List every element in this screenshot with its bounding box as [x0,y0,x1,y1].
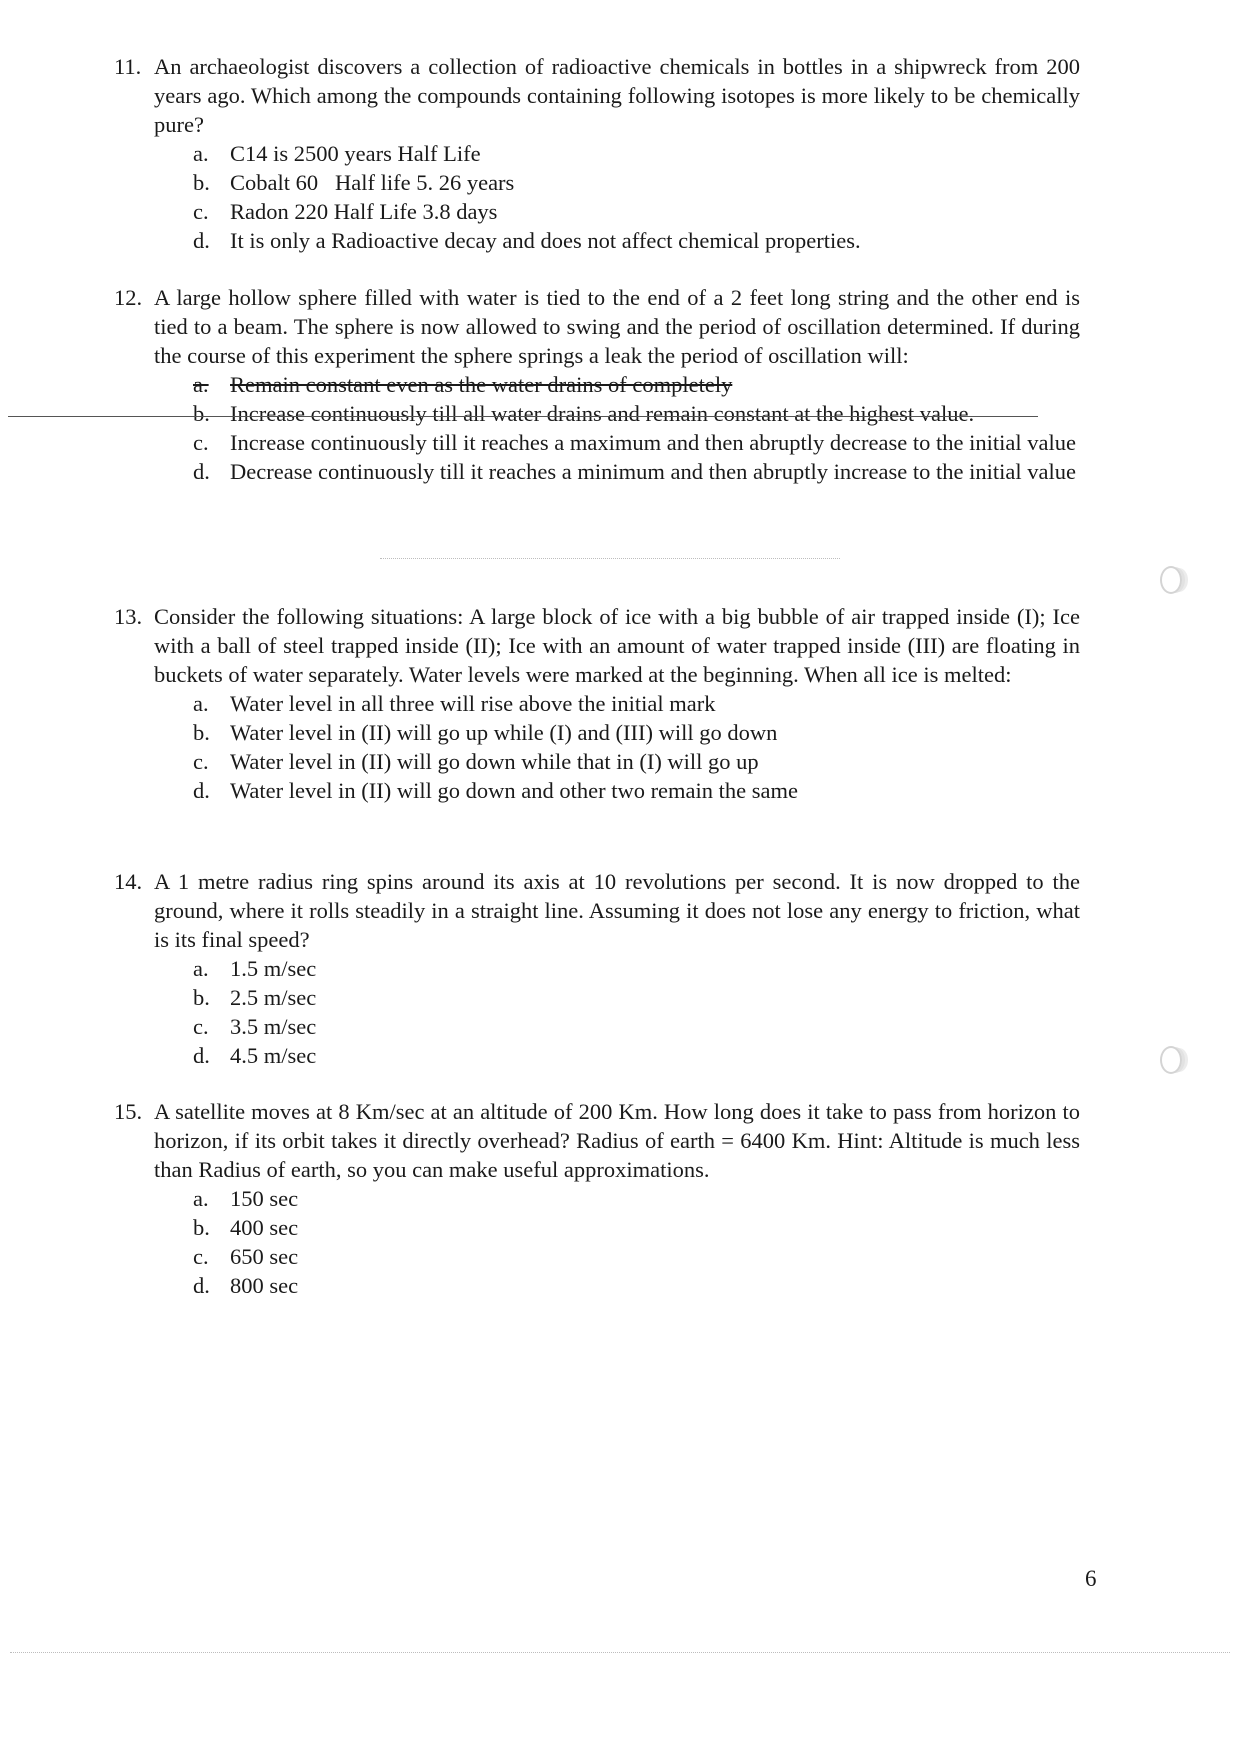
option-letter: d. [193,1043,210,1068]
option-letter: a. [193,372,209,397]
option-text: 1.5 m/sec [230,956,317,981]
page-number: 6 [1085,1566,1097,1591]
question-11 [110,52,1080,255]
option-letter: d. [193,778,210,803]
option-letter: c. [193,199,209,224]
option-b [110,1213,1080,1242]
option-d [110,776,1080,805]
option-list [110,370,1080,486]
option-b [110,983,1080,1012]
question-number: 11. [114,54,142,79]
option-letter: c. [193,1244,209,1269]
option-d [110,1271,1080,1300]
option-text: 2.5 m/sec [230,985,317,1010]
option-d [110,1041,1080,1070]
option-text: Remain constant even as the water drains of completely [230,372,733,397]
option-letter: a. [193,691,209,716]
option-list [110,689,1080,805]
option-text: 650 sec [230,1244,299,1269]
question-stem [110,283,1080,370]
option-text: Water level in (II) will go down while that in (I) will go up [230,749,759,774]
option-d [110,457,1080,486]
pen-strike-line [8,416,1038,417]
option-a [110,689,1080,718]
option-c [110,197,1080,226]
question-text: A satellite moves at 8 Km/sec at an altitude of 200 Km. How long does it take to pass from horizon to horizon, if its orbit takes it directly overhead? Radius of earth = 6400 Km. Hint: Altitude is much less than Radius of earth, so you can make useful approximations. [154,1099,1080,1182]
option-text: Water level in all three will rise above the initial mark [230,691,716,716]
question-15 [110,1097,1080,1300]
option-text: 150 sec [230,1186,299,1211]
option-text: Water level in (II) will go down and other two remain the same [230,778,799,803]
option-c [110,1242,1080,1271]
question-stem [110,602,1080,689]
scan-dotted-line [380,558,840,559]
option-letter: a. [193,1186,209,1211]
option-letter: c. [193,749,209,774]
punch-hole-mark [1160,566,1182,594]
question-text: An archaeologist discovers a collection of radioactive chemicals in bottles in a shipwreck from 200 years ago. Which among the compounds containing following isotopes is more likely to be chemically pure? [154,54,1080,137]
option-letter: a. [193,141,209,166]
question-number: 14. [114,869,143,894]
option-letter: a. [193,956,209,981]
option-b [110,718,1080,747]
option-text: 3.5 m/sec [230,1014,317,1039]
option-letter: b. [193,720,210,745]
option-list [110,954,1080,1070]
option-text: Radon 220 Half Life 3.8 days [230,199,498,224]
option-letter: b. [193,170,210,195]
option-text: 400 sec [230,1215,299,1240]
option-letter: b. [193,985,210,1010]
punch-hole-mark [1160,1046,1182,1074]
question-stem [110,1097,1080,1184]
option-list [110,1184,1080,1300]
option-c [110,428,1080,457]
question-stem [110,867,1080,954]
option-text: Water level in (II) will go up while (I) and (III) will go down [230,720,778,745]
option-d [110,226,1080,255]
option-a [110,139,1080,168]
option-letter: d. [193,228,210,253]
option-letter: d. [193,1273,210,1298]
scan-dotted-line [10,1652,1230,1653]
option-text: 800 sec [230,1273,299,1298]
option-text: 4.5 m/sec [230,1043,317,1068]
question-text: Consider the following situations: A large block of ice with a big bubble of air trapped inside (I); Ice with a ball of steel trapped inside (II); Ice with an amount of water trapped inside (III) are floating in buckets of water separately. Water levels were marked at the beginning. When all ice is melted: [154,604,1080,687]
option-text: Increase continuously till all water drains and remain constant at the highest value. [230,401,975,426]
option-letter: c. [193,1014,209,1039]
question-13 [110,602,1080,805]
option-a-struck [110,370,1080,399]
option-text: It is only a Radioactive decay and does not affect chemical properties. [230,228,861,253]
option-letter: c. [193,430,209,455]
option-text: Increase continuously till it reaches a maximum and then abruptly decrease to the initial value [230,430,1076,455]
question-14 [110,867,1080,1070]
option-letter: d. [193,459,210,484]
question-number: 15. [114,1099,143,1124]
question-12 [110,283,1080,486]
option-a [110,1184,1080,1213]
question-number: 13. [114,604,143,629]
option-c [110,747,1080,776]
question-number: 12. [114,285,143,310]
option-letter: b. [193,401,210,426]
option-text: Decrease continuously till it reaches a minimum and then abruptly increase to the initial value [230,459,1076,484]
option-b [110,399,1080,428]
option-a [110,954,1080,983]
option-text: C14 is 2500 years Half Life [230,141,481,166]
option-text: Cobalt 60 Half life 5. 26 years [230,170,515,195]
option-c [110,1012,1080,1041]
question-text: A 1 metre radius ring spins around its axis at 10 revolutions per second. It is now dropped to the ground, where it rolls steadily in a straight line. Assuming it does not lose any energy to friction, what is its final speed? [154,869,1080,952]
question-stem [110,52,1080,139]
option-letter: b. [193,1215,210,1240]
option-list [110,139,1080,255]
option-b [110,168,1080,197]
question-text: A large hollow sphere filled with water is tied to the end of a 2 feet long string and the other end is tied to a beam. The sphere is now allowed to swing and the period of oscillation determined. If during the course of this experiment the sphere springs a leak the period of oscillation will: [154,285,1080,368]
